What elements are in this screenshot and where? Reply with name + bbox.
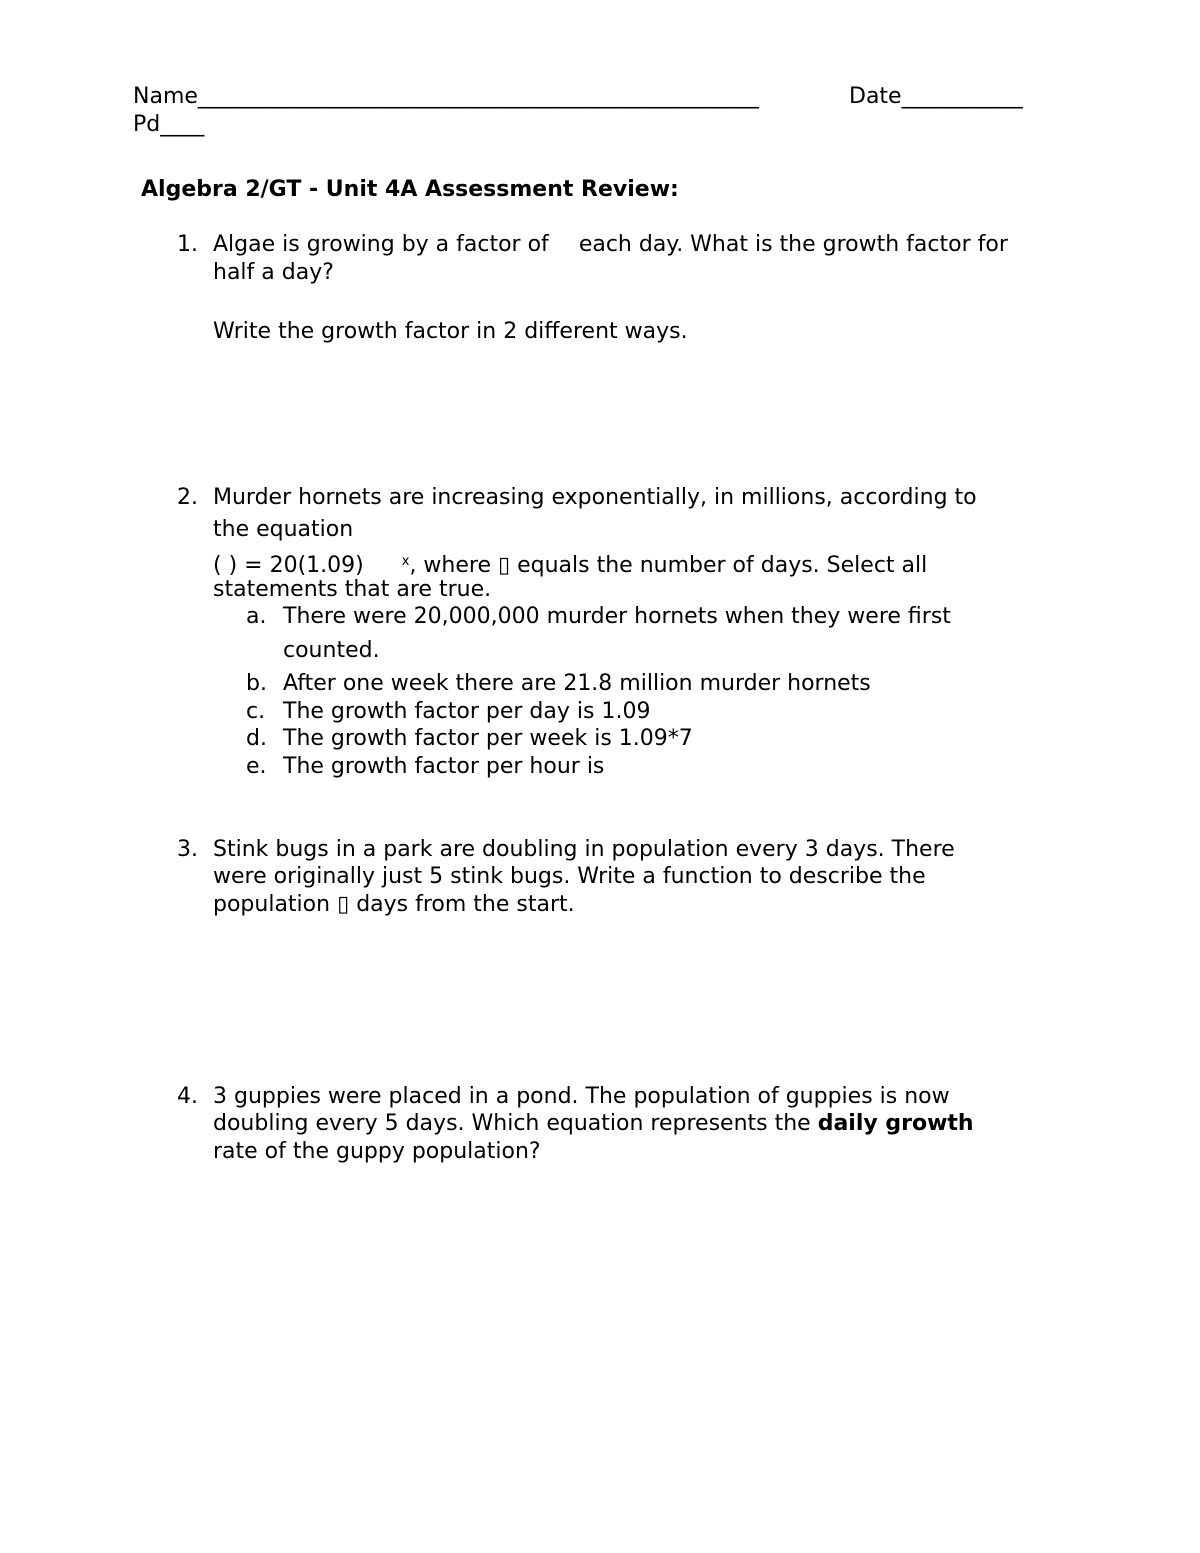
page-title: Algebra 2/GT - Unit 4A Assessment Review: (141, 177, 679, 202)
q4-line-3: rate of the guppy population? (213, 1139, 541, 1164)
q2-option-a: There were 20,000,000 murder hornets when they were first (283, 604, 951, 629)
q2-line-1: Murder hornets are increasing exponentially, in millions, according to (213, 485, 977, 510)
name-field (133, 84, 759, 109)
q2-option-a-cont: counted. (283, 638, 380, 663)
q1-line-2: half a day? (213, 260, 334, 285)
period-blank: ____ (160, 112, 205, 137)
q2-where: , where (409, 553, 491, 578)
q2-option-e: The growth factor per hour is (283, 754, 605, 779)
missing-glyph-icon: ▯ (498, 553, 511, 578)
q3-text-b: days from the start. (356, 892, 575, 917)
q1-number: 1. (177, 232, 198, 257)
date-label: Date (849, 84, 902, 109)
q2-equation-tail: equals the number of days. Select all (517, 553, 928, 578)
q3-line-2: were originally just 5 stink bugs. Write a function to describe the (213, 864, 926, 889)
q4-line-1: 3 guppies were placed in a pond. The population of guppies is now (213, 1084, 950, 1109)
date-blank: ___________ (901, 84, 1023, 109)
q4-number: 4. (177, 1084, 198, 1109)
q2-line-2: the equation (213, 517, 354, 542)
q1-text-b: each day. What is the growth factor for (578, 232, 1008, 257)
date-field (849, 84, 1023, 109)
q2-option-c: The growth factor per day is 1.09 (283, 699, 651, 724)
q2-number: 2. (177, 485, 198, 510)
q3-number: 3. (177, 837, 198, 862)
q3-line-3 (213, 891, 575, 919)
q2-option-d: The growth factor per week is 1.09*7 (283, 726, 693, 751)
period-field (133, 112, 204, 137)
q2-exponent: x (401, 554, 410, 569)
q2-equation: ( ) = 20(1.09) (213, 553, 364, 578)
period-label: Pd (133, 112, 161, 137)
q2-option-d-letter: d. (246, 726, 267, 751)
q2-option-e-letter: e. (246, 754, 267, 779)
q2-option-a-letter: a. (246, 604, 267, 629)
q2-option-c-letter: c. (246, 699, 266, 724)
name-label: Name (133, 84, 198, 109)
q1-line-3: Write the growth factor in 2 different ways. (213, 319, 688, 344)
q2-option-b: After one week there are 21.8 million murder hornets (283, 671, 871, 696)
q3-line-1: Stink bugs in a park are doubling in population every 3 days. There (213, 837, 955, 862)
q2-option-b-letter: b. (246, 671, 267, 696)
q3-text-a: population (213, 892, 331, 917)
q1-text-a: Algae is growing by a factor of (213, 232, 549, 257)
name-blank: ___________________________________________________ (197, 84, 759, 109)
q4-bold-phrase: daily growth (817, 1111, 974, 1136)
q4-line-2 (213, 1110, 974, 1138)
missing-glyph-icon: ▯ (337, 892, 350, 917)
q1-line-1 (213, 231, 1008, 259)
q2-line-4: statements that are true. (213, 577, 492, 602)
q4-text-a: doubling every 5 days. Which equation represents the (213, 1111, 811, 1136)
